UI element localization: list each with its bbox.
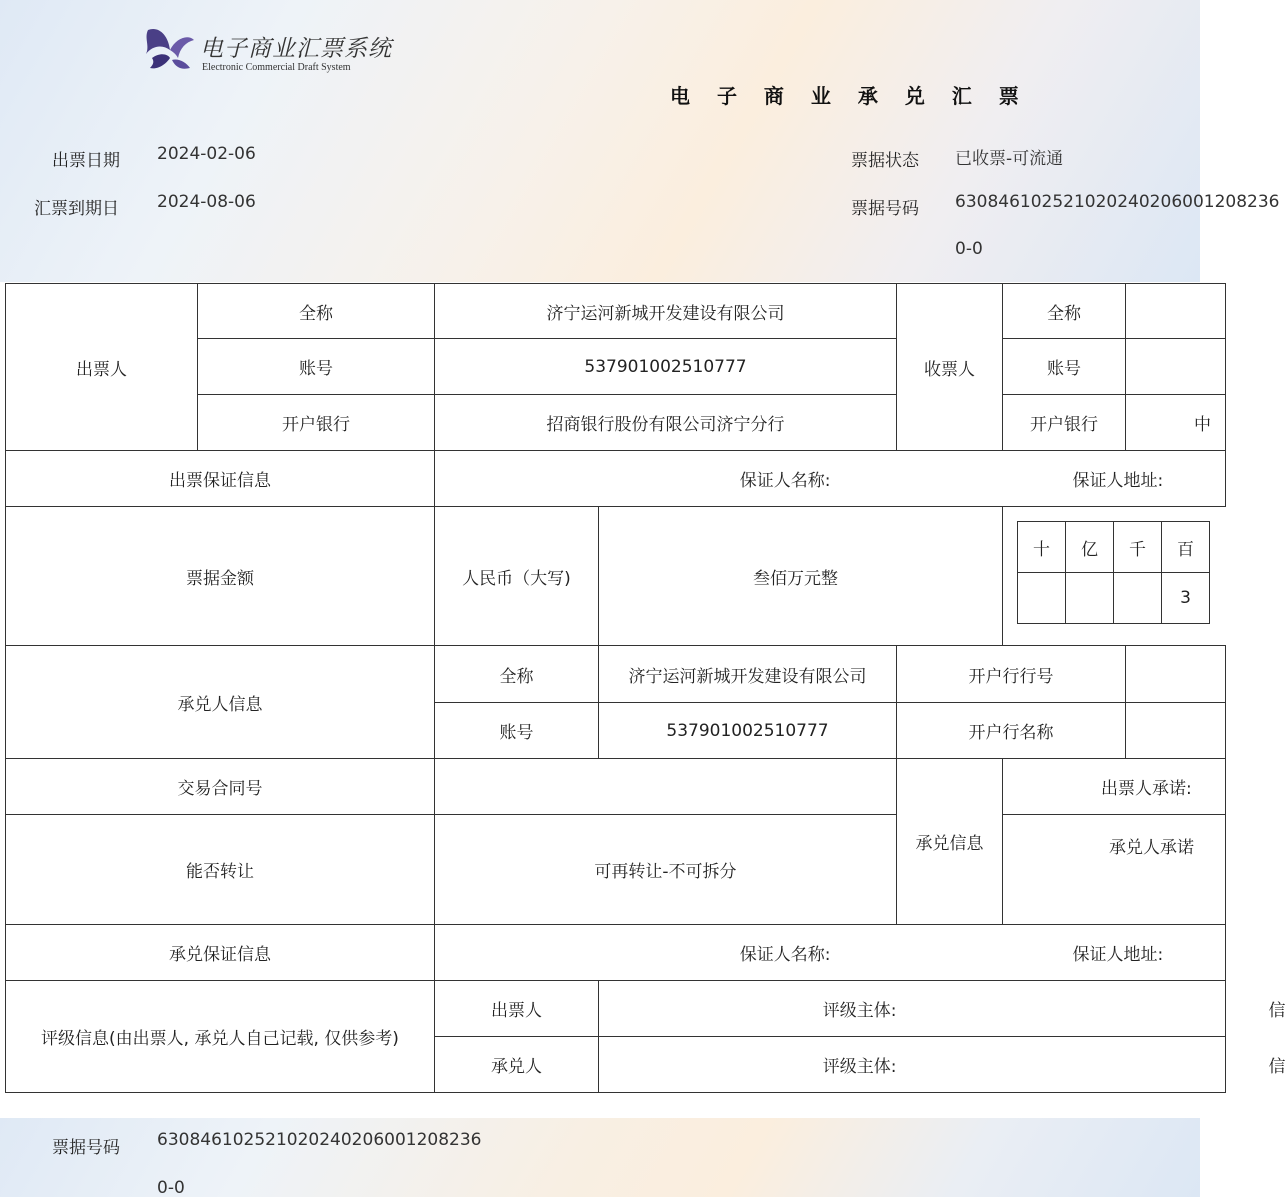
status-label: 票据状态: [851, 151, 919, 171]
digit-value: 3: [1162, 573, 1210, 624]
amount-digits-cell: [1003, 507, 1226, 646]
acceptor-account-label: 账号: [435, 703, 599, 759]
rating-info-label: 评级信息(由出票人, 承兑人自己记载, 仅供参考): [6, 981, 435, 1093]
drawer-guarantee-label: 出票保证信息: [6, 451, 435, 507]
payee-account-label: 账号: [1003, 339, 1126, 395]
footer-number-value: 630846102521020240206001208236: [157, 1130, 482, 1150]
payee-account-value: [1126, 339, 1226, 395]
amount-currency-label: 人民币（大写): [435, 507, 599, 646]
payee-label: 收票人: [897, 284, 1003, 451]
contract-number-label: 交易合同号: [6, 759, 435, 815]
butterfly-logo-icon: [142, 24, 198, 76]
acceptor-guarantor-name-label: 保证人名称:: [435, 925, 897, 981]
contract-number-value: [435, 759, 897, 815]
drawer-bank-label: 开户银行: [198, 395, 435, 451]
acceptor-guarantor-address-label: 保证人地址:: [897, 925, 1226, 981]
drawer-name-value: 济宁运河新城开发建设有限公司: [435, 284, 897, 339]
payee-bank-label: 开户银行: [1003, 395, 1126, 451]
draft-details-table: [5, 283, 1286, 1093]
rating-drawer-right: 信: [1003, 981, 1226, 1037]
drawer-guarantor-name-label: 保证人名称:: [435, 451, 897, 507]
acceptor-bank-no-value: [1126, 646, 1226, 703]
digit-header: 百: [1162, 522, 1210, 573]
status-value: 已收票-可流通: [955, 149, 1064, 169]
footer-number-label: 票据号码: [52, 1138, 120, 1158]
page-title: 电 子 商 业 承 兑 汇 票: [670, 84, 1029, 108]
acceptor-name-value: 济宁运河新城开发建设有限公司: [599, 646, 897, 703]
digit-header: 千: [1114, 522, 1162, 573]
rating-drawer-label: 出票人: [435, 981, 599, 1037]
digit-value: [1066, 573, 1114, 624]
rating-acceptor-label: 承兑人: [435, 1037, 599, 1093]
drawer-name-label: 全称: [198, 284, 435, 339]
acceptor-bank-name-label: 开户行名称: [897, 703, 1126, 759]
transferable-value: 可再转让-不可拆分: [435, 815, 897, 925]
acceptor-bank-name-value: [1126, 703, 1226, 759]
drawer-bank-value: 招商银行股份有限公司济宁分行: [435, 395, 897, 451]
drawer-account-label: 账号: [198, 339, 435, 395]
acceptor-guarantee-label: 承兑保证信息: [6, 925, 435, 981]
issue-date-value: 2024-02-06: [157, 144, 256, 164]
draft-number-value: 630846102521020240206001208236: [955, 192, 1280, 212]
rating-drawer-subject-label: 评级主体:: [599, 981, 1003, 1037]
amount-label: 票据金额: [6, 507, 435, 646]
drawer-account-value: 537901002510777: [435, 339, 897, 395]
acceptor-info-label: 承兑人信息: [6, 646, 435, 759]
drawer-promise-label: 出票人承诺:: [1003, 759, 1226, 815]
issue-date-label: 出票日期: [52, 151, 120, 171]
footer-number-sub: 0-0: [157, 1178, 185, 1198]
acceptor-promise-label: 承兑人承诺: [1003, 815, 1226, 925]
payee-name-label: 全称: [1003, 284, 1126, 339]
rating-acceptor-subject-label: 评级主体:: [599, 1037, 1003, 1093]
draft-number-sub: 0-0: [955, 239, 983, 259]
payee-bank-value: 中: [1126, 395, 1226, 451]
draft-number-label: 票据号码: [851, 199, 919, 219]
due-date-value: 2024-08-06: [157, 192, 256, 212]
amount-digit-grid: [1017, 521, 1210, 624]
digit-value: [1114, 573, 1162, 624]
logo-chinese-name: 电子商业汇票系统: [200, 36, 392, 62]
ecds-logo: [142, 24, 402, 80]
acceptance-info-label: 承兑信息: [897, 759, 1003, 925]
acceptor-account-value: 537901002510777: [599, 703, 897, 759]
transferable-label: 能否转让: [6, 815, 435, 925]
digit-value: [1018, 573, 1066, 624]
acceptor-name-label: 全称: [435, 646, 599, 703]
drawer-guarantor-address-label: 保证人地址:: [897, 451, 1226, 507]
acceptor-bank-no-label: 开户行行号: [897, 646, 1126, 703]
logo-english-name: Electronic Commercial Draft System: [202, 62, 351, 73]
rating-acceptor-right: 信: [1003, 1037, 1226, 1093]
due-date-label: 汇票到期日: [34, 199, 119, 219]
drawer-label: 出票人: [6, 284, 198, 451]
digit-header: 亿: [1066, 522, 1114, 573]
digit-header: 十: [1018, 522, 1066, 573]
payee-name-value: [1126, 284, 1226, 339]
amount-words-value: 叁佰万元整: [599, 507, 1003, 646]
